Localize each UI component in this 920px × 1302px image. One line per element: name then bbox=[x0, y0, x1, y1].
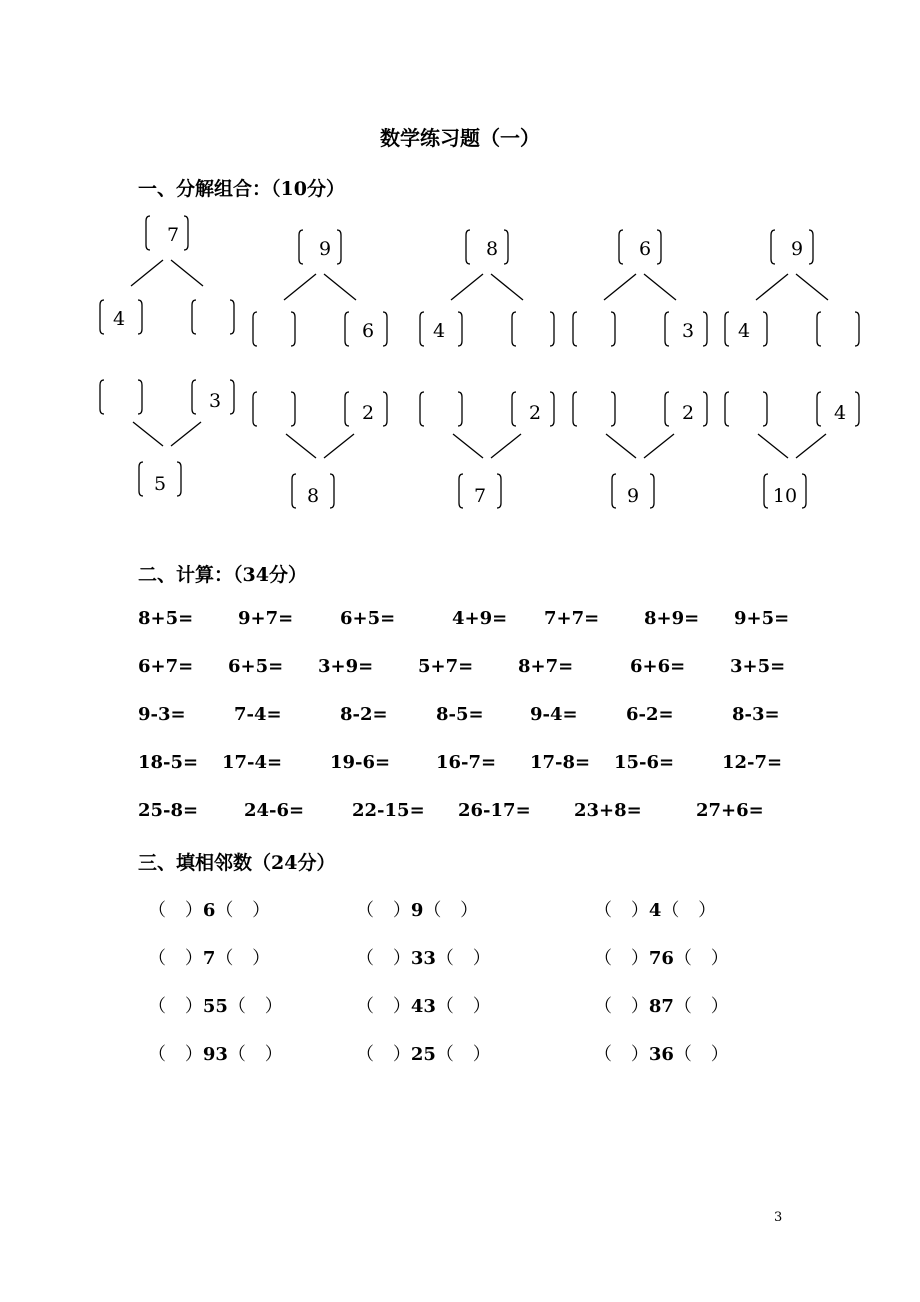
blank-space bbox=[454, 1044, 473, 1065]
given-number: 9 bbox=[410, 900, 424, 921]
bond-line-left bbox=[756, 274, 788, 300]
calc-problem: 16-7= bbox=[436, 752, 497, 773]
blank-open-paren: （ bbox=[673, 1044, 692, 1065]
blank-close-paren: ） bbox=[184, 996, 203, 1017]
blank-close-paren: ） bbox=[392, 900, 411, 921]
blank-space bbox=[246, 996, 265, 1017]
bond-left-box bbox=[100, 380, 142, 414]
given-number: 25 bbox=[410, 1044, 436, 1065]
blank-space bbox=[233, 948, 252, 969]
blank-space bbox=[374, 900, 393, 921]
bond-line-left bbox=[284, 274, 316, 300]
blank-close-paren: ） bbox=[252, 900, 271, 921]
adjacent-number-item bbox=[356, 896, 478, 922]
blank-space bbox=[441, 900, 460, 921]
blank-space bbox=[166, 996, 185, 1017]
bond-line-right bbox=[796, 274, 828, 300]
calc-problem: 8-3= bbox=[732, 704, 780, 725]
blank-space bbox=[166, 900, 185, 921]
blank-close-paren: ） bbox=[184, 948, 203, 969]
bond-bottom-number: 5 bbox=[153, 473, 167, 495]
blank-open-paren: （ bbox=[435, 1044, 454, 1065]
bond-line-right bbox=[491, 434, 521, 458]
bond-top-number: 9 bbox=[790, 238, 804, 260]
blank-open-paren: （ bbox=[673, 996, 692, 1017]
calc-problem: 6+7= bbox=[138, 656, 194, 677]
bond-bottom-number: 9 bbox=[626, 485, 640, 507]
bond-right-number: 3 bbox=[681, 320, 695, 342]
bond-line-left bbox=[286, 434, 316, 458]
section-heading-adjacent: 三、填相邻数（24分） bbox=[138, 852, 336, 874]
calc-problem: 8+5= bbox=[138, 608, 194, 629]
blank-space bbox=[612, 948, 631, 969]
blank-close-paren: ） bbox=[472, 996, 491, 1017]
blank-open-paren: （ bbox=[594, 996, 612, 1017]
bond-right-number: 2 bbox=[528, 402, 542, 424]
blank-open-paren: （ bbox=[594, 948, 612, 969]
calc-problem: 17-4= bbox=[222, 752, 283, 773]
bond-line-left bbox=[758, 434, 788, 458]
blank-space bbox=[612, 900, 631, 921]
blank-open-paren: （ bbox=[215, 900, 234, 921]
blank-open-paren: （ bbox=[356, 948, 374, 969]
blank-close-paren: ） bbox=[710, 996, 729, 1017]
given-number: 4 bbox=[648, 900, 662, 921]
blank-close-paren: ） bbox=[472, 1044, 491, 1065]
number-bond-diagrams bbox=[0, 200, 920, 530]
bond-right-number: 2 bbox=[361, 402, 375, 424]
bond-right-number: 2 bbox=[681, 402, 695, 424]
bond-line-left bbox=[453, 434, 483, 458]
bond-left-box bbox=[253, 312, 295, 346]
blank-close-paren: ） bbox=[392, 996, 411, 1017]
bond-top-number: 7 bbox=[166, 224, 180, 246]
blank-open-paren: （ bbox=[661, 900, 680, 921]
bond-line-right bbox=[491, 274, 523, 300]
bond-line-right bbox=[171, 422, 201, 446]
bond-top-number: 9 bbox=[318, 238, 332, 260]
blank-close-paren: ） bbox=[630, 900, 649, 921]
calc-problem: 26-17= bbox=[458, 800, 531, 821]
blank-space bbox=[692, 1044, 711, 1065]
bond-right-box bbox=[817, 312, 859, 346]
bond-left-number: 4 bbox=[737, 320, 751, 342]
blank-open-paren: （ bbox=[356, 900, 374, 921]
bond-line-right bbox=[796, 434, 826, 458]
bond-bottom-number: 10 bbox=[772, 485, 798, 507]
blank-close-paren: ） bbox=[392, 948, 411, 969]
calc-problem: 8-5= bbox=[436, 704, 484, 725]
calc-problem: 3+5= bbox=[730, 656, 786, 677]
bond-brackets-and-lines bbox=[100, 216, 859, 508]
bond-line-left bbox=[606, 434, 636, 458]
calc-problem: 3+9= bbox=[318, 656, 374, 677]
given-number: 55 bbox=[202, 996, 228, 1017]
blank-open-paren: （ bbox=[435, 948, 454, 969]
calc-problem: 12-7= bbox=[722, 752, 783, 773]
bond-line-left bbox=[451, 274, 483, 300]
given-number: 6 bbox=[202, 900, 216, 921]
given-number: 36 bbox=[648, 1044, 674, 1065]
adjacent-number-item bbox=[148, 992, 283, 1018]
adjacent-number-item bbox=[594, 992, 729, 1018]
blank-close-paren: ） bbox=[472, 948, 491, 969]
section-heading-decomposition: 一、分解组合：（10分） bbox=[138, 178, 345, 200]
calc-problem: 9-4= bbox=[530, 704, 578, 725]
adjacent-number-item bbox=[594, 1040, 729, 1066]
bond-line-right bbox=[171, 260, 203, 286]
adjacent-number-item bbox=[356, 944, 491, 970]
blank-close-paren: ） bbox=[184, 900, 203, 921]
calc-problem: 6+5= bbox=[340, 608, 396, 629]
page-number: 3 bbox=[774, 1210, 783, 1225]
calc-problem: 6-2= bbox=[626, 704, 674, 725]
calc-problem: 25-8= bbox=[138, 800, 199, 821]
blank-space bbox=[374, 1044, 393, 1065]
adjacent-number-item bbox=[148, 944, 270, 970]
blank-space bbox=[166, 1044, 185, 1065]
adjacent-number-item bbox=[356, 992, 491, 1018]
blank-close-paren: ） bbox=[264, 1044, 283, 1065]
section-heading-calculation: 二、计算：（34分） bbox=[138, 564, 307, 586]
given-number: 7 bbox=[202, 948, 216, 969]
calc-problem: 9+7= bbox=[238, 608, 294, 629]
blank-space bbox=[454, 948, 473, 969]
blank-space bbox=[679, 900, 698, 921]
adjacent-number-item bbox=[594, 896, 716, 922]
calc-problem: 4+9= bbox=[452, 608, 508, 629]
bond-left-number: 4 bbox=[112, 308, 126, 330]
blank-space bbox=[374, 996, 393, 1017]
bond-left-box bbox=[573, 312, 615, 346]
bond-left-number: 4 bbox=[432, 320, 446, 342]
blank-close-paren: ） bbox=[184, 1044, 203, 1065]
blank-open-paren: （ bbox=[148, 1044, 166, 1065]
bond-top-number: 6 bbox=[638, 238, 652, 260]
calc-problem: 9+5= bbox=[734, 608, 790, 629]
given-number: 43 bbox=[410, 996, 436, 1017]
bond-right-box bbox=[192, 300, 234, 334]
blank-space bbox=[166, 948, 185, 969]
adjacent-number-item bbox=[148, 896, 270, 922]
blank-open-paren: （ bbox=[673, 948, 692, 969]
given-number: 87 bbox=[648, 996, 674, 1017]
blank-open-paren: （ bbox=[227, 996, 246, 1017]
bond-right-box bbox=[512, 312, 554, 346]
bond-right-number: 4 bbox=[833, 402, 847, 424]
blank-open-paren: （ bbox=[594, 1044, 612, 1065]
blank-space bbox=[612, 996, 631, 1017]
calc-problem: 23+8= bbox=[574, 800, 642, 821]
bond-line-right bbox=[644, 274, 676, 300]
blank-close-paren: ） bbox=[710, 948, 729, 969]
blank-open-paren: （ bbox=[148, 900, 166, 921]
calc-problem: 9-3= bbox=[138, 704, 186, 725]
blank-close-paren: ） bbox=[630, 1044, 649, 1065]
bond-left-box bbox=[725, 392, 767, 426]
bond-line-left bbox=[131, 260, 163, 286]
calc-problem: 17-8= bbox=[530, 752, 591, 773]
bond-line-left bbox=[604, 274, 636, 300]
calc-problem: 8+9= bbox=[644, 608, 700, 629]
blank-space bbox=[454, 996, 473, 1017]
blank-space bbox=[692, 948, 711, 969]
given-number: 76 bbox=[648, 948, 674, 969]
blank-close-paren: ） bbox=[698, 900, 717, 921]
bond-left-box bbox=[420, 392, 462, 426]
bond-line-right bbox=[644, 434, 674, 458]
bond-line-left bbox=[133, 422, 163, 446]
blank-close-paren: ） bbox=[460, 900, 479, 921]
blank-close-paren: ） bbox=[630, 948, 649, 969]
calc-problem: 24-6= bbox=[244, 800, 305, 821]
blank-open-paren: （ bbox=[227, 1044, 246, 1065]
blank-close-paren: ） bbox=[264, 996, 283, 1017]
blank-close-paren: ） bbox=[630, 996, 649, 1017]
calc-problem: 22-15= bbox=[352, 800, 425, 821]
blank-open-paren: （ bbox=[215, 948, 234, 969]
calc-problem: 18-5= bbox=[138, 752, 199, 773]
blank-open-paren: （ bbox=[148, 948, 166, 969]
blank-open-paren: （ bbox=[435, 996, 454, 1017]
blank-space bbox=[374, 948, 393, 969]
bond-right-number: 3 bbox=[208, 390, 222, 412]
given-number: 93 bbox=[202, 1044, 228, 1065]
blank-open-paren: （ bbox=[423, 900, 442, 921]
given-number: 33 bbox=[410, 948, 436, 969]
blank-space bbox=[692, 996, 711, 1017]
calc-problem: 6+6= bbox=[630, 656, 686, 677]
bond-line-right bbox=[324, 434, 354, 458]
bond-line-right bbox=[324, 274, 356, 300]
calc-problem: 27+6= bbox=[696, 800, 764, 821]
page-title: 数学练习题（一） bbox=[380, 126, 540, 150]
calc-problem: 7+7= bbox=[544, 608, 600, 629]
adjacent-number-item bbox=[594, 944, 729, 970]
calc-problem: 5+7= bbox=[418, 656, 474, 677]
calc-problem: 8+7= bbox=[518, 656, 574, 677]
calc-problem: 7-4= bbox=[234, 704, 282, 725]
calc-problem: 19-6= bbox=[330, 752, 391, 773]
calc-problem: 6+5= bbox=[228, 656, 284, 677]
bond-bottom-number: 8 bbox=[306, 485, 320, 507]
blank-space bbox=[246, 1044, 265, 1065]
bond-bottom-number: 7 bbox=[473, 485, 487, 507]
bond-top-number: 8 bbox=[485, 238, 499, 260]
blank-close-paren: ） bbox=[392, 1044, 411, 1065]
bond-right-number: 6 bbox=[361, 320, 375, 342]
blank-close-paren: ） bbox=[252, 948, 271, 969]
blank-open-paren: （ bbox=[594, 900, 612, 921]
blank-space bbox=[612, 1044, 631, 1065]
adjacent-number-item bbox=[356, 1040, 491, 1066]
adjacent-number-item bbox=[148, 1040, 283, 1066]
bond-left-box bbox=[573, 392, 615, 426]
blank-close-paren: ） bbox=[710, 1044, 729, 1065]
blank-open-paren: （ bbox=[356, 1044, 374, 1065]
blank-open-paren: （ bbox=[148, 996, 166, 1017]
blank-space bbox=[233, 900, 252, 921]
blank-open-paren: （ bbox=[356, 996, 374, 1017]
calc-problem: 15-6= bbox=[614, 752, 675, 773]
calc-problem: 8-2= bbox=[340, 704, 388, 725]
bond-left-box bbox=[253, 392, 295, 426]
